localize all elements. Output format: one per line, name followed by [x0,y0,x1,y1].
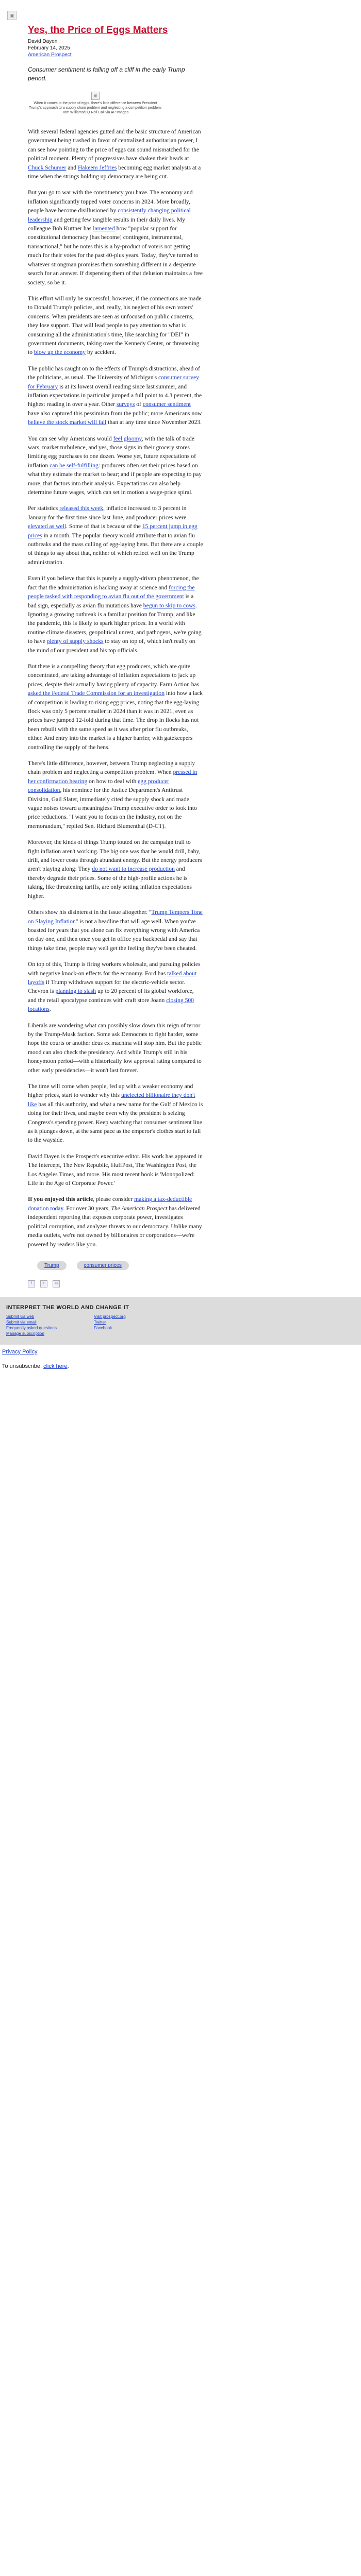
paragraph-text: But you go to war with the constituency you have. The economy and inflation significantly topped voter concerns in 2024. More broadly, people have become disillusioned by [28,189,193,214]
paragraph-text: on how to deal with [87,777,138,785]
bottom-links [0,1345,361,1370]
inline-link[interactable]: unelected billionaire they don't like [28,1092,195,1108]
paragraph-text: and [66,164,78,171]
paragraph-text: , inflation increased to 3 percent in January for the first time since last June, and producer prices were [28,505,187,521]
paragraph-text: . Ignoring a growing outbreak is a familiar position for Trump, and like the pandemic, this is likely to spark higher prices. In a world with routine climate disasters, geopolitical unrest, and pathogens, we're going to have [28,602,202,645]
email-share-icon[interactable]: ✉ [53,1280,60,1287]
paragraph-text: by accident. [86,349,116,356]
article-paragraph [28,1021,203,1075]
footer-link[interactable]: Facebook [94,1325,112,1330]
inline-link[interactable]: egg producer consolidation [28,777,169,794]
bold-text: If you enjoyed this article [28,1196,93,1203]
paragraph-text: if Trump withdraws support for the electric-vehicle sector. Chevron is [28,978,186,995]
article-paragraph [28,908,203,953]
inline-link[interactable]: planning to slash [55,988,96,995]
paragraph-text: into how a lack of competition is leading to rising egg prices, noting that the egg-laying flock was only 5 percent smaller in 2024 than it was in 2021, even as prices have jumped 12-fold during that time. The drop in flocks has not been rebuilt with the same speed as it was after prior flu outbreaks, either. And entry into the market is a higher barrier, with gatekeepers controlling the supply of the hens. [28,690,203,751]
paragraph-text: is a bad sign, especially as avian flu mutations have [28,593,194,609]
paragraph-text: " is not a headline that will age well. When you've boasted for years that you alone can fix everything wrong with America on day one, and then once you get in office you backpedal and say that things take time, people may well get the feeling they've been cheated. [28,918,200,952]
paragraph-text: There's little difference, however, between Trump neglecting a supply chain problem and neglecting a competition problem. When [28,760,195,776]
footer-link[interactable]: Submit via web [6,1314,35,1319]
article-paragraph [28,364,203,427]
inline-link[interactable]: forcing the people tasked with responding to avian flu out of the government [28,584,195,600]
paragraph-text: in a month. The popular theory would attribute that to avian flu outbreaks and the mass culling of egg-laying hens. But there are a couple of things to say about that, neither of which reflect well on the Trump administration. [28,532,203,566]
article-paragraph [28,960,203,1013]
share-icons [0,1276,361,1288]
footer-link[interactable]: Frequently asked questions [6,1325,57,1330]
footer-link[interactable]: Twitter [94,1319,106,1325]
italic-text: The American Prospect [111,1205,168,1212]
paragraph-text: But there is a compelling theory that egg producers, which are quite concentrated, are taking advantage of inflation expectations to jack up prices, despite their actually having plenty of capacity. Farm Action has [28,663,200,688]
footer [0,1297,361,1345]
paragraph-text: , please consider [93,1196,135,1203]
twitter-share-icon[interactable]: t [40,1280,47,1287]
paragraph-text: This effort will only be successful, however, if the connections are made to Donald Trump's policies, and, really, his neglect of his own voters' concerns. When presidents are seen as unfocused on public concerns, they lose support. That will lead people to pay attention to what is consuming all the administration's time, like searching for "DEI" in government documents, taking over the Kennedy Center, or threatening to [28,295,202,356]
publish-date: February 14, 2025 [28,45,70,51]
inline-link[interactable]: Trump Tempers Tone on Slaying Inflation [28,909,203,925]
footer-link[interactable]: Visit prospect.org [94,1314,126,1319]
article-header [0,22,361,83]
paragraph-text: of [135,401,143,408]
inline-link[interactable]: begun to skip to cows [143,602,195,609]
paragraph-text: have also captured this pessimism from the public; more Americans now [28,410,202,417]
paragraph-text: has all this authority, and what a new name for the Gulf of Mexico is doing for their lives, and maybe even why the president is seizing Congress's spending power. Keep watching that consumer sentiment line as it plunges down, at the same pace as the emperor's clothes start to fall to the wayside. [28,1100,203,1144]
inline-link[interactable]: surveys [116,401,135,408]
top-bar [0,0,361,7]
author-name: David Dayen [28,39,58,44]
article-paragraph [28,127,203,181]
paragraph-text: : producers often set their prices based on what they estimate the market to bear; and if people are expecting to pay more, that factors into their analysis. Expectations can also help determine future wages, which can set in motion a wage-price spiral. [28,462,202,496]
inline-link[interactable]: elevated as well [28,523,67,530]
article-title[interactable]: Yes, the Price of Eggs Matters [28,25,168,36]
inline-link[interactable]: feel gloomy [113,435,142,442]
paragraph-text: has delivered independent reporting that exposes corporate power, investigates political corruption, and analyzes threats to our democracy. Unlike many media outlets, we're not owned by billionaires or corporations—we're powered by readers like you. [28,1205,202,1248]
paragraph-text: how "popular support for constitutional democracy [has become] contingent, instrumental, transactional," but he notes this is a by-product of voters not getting much for their votes for the past 40-plus years. Today, they've turned to whatever strongman promises them something different in a desperate search for an answer. If dispensing them of that delusion maintains a free society, so be it. [28,225,203,286]
inline-link[interactable]: pressed in her confirmation hearing [28,769,198,785]
figure-caption: When it comes to the price of eggs, there's little difference between President Trump's approach to a supply chain problem and neglecting a competition problem. Tom Williams/CQ Roll Call via AP Images [29,101,162,114]
facebook-share-icon[interactable]: f [28,1280,35,1287]
tag-list [0,1256,361,1276]
inline-link[interactable]: plenty of supply shocks [46,638,104,645]
inline-link[interactable]: believe the stock market will fall [28,419,107,426]
paragraph-text: With several federal agencies gutted and the basic structure of American government being trashed in favor of centralized authoritarian power, I can see how pointing to the price of eggs can sound mismatched for the political moment. Plenty of progressives have shaken their heads at [28,128,201,162]
inline-link[interactable]: can be self-fulfilling [50,462,99,469]
inline-link[interactable]: Hakeem Jeffries [77,164,117,171]
inline-link[interactable]: consumer sentiment [142,401,191,408]
paragraph-text: becoming egg market analysts at a time when the strings holding up democracy are being cut. [28,164,201,180]
paragraph-text: You can see why Americans would [28,435,113,442]
article-paragraph [28,1082,203,1145]
paragraph-text: than at any time since November 2023. [106,419,202,426]
paragraph-text: Per statistics [28,505,60,512]
article-paragraph [28,838,203,901]
article-paragraph [28,662,203,752]
inline-link[interactable]: 15 percent jump in egg prices [28,523,198,539]
hero-figure [28,90,163,115]
paragraph-text: to stay on top of, which isn't really on the mind of our president and his top officials. [28,638,195,654]
article-paragraph [28,574,203,655]
article-dek: Consumer sentiment is falling off a cliff in the early Trump period. [28,66,185,82]
paragraph-text: Moreover, the kinds of things Trump touted on the campaign trail to fight inflation aren't working. The big one was that he would drill, baby, drill, and lower costs through abundant energy. But the energy producers aren't playing along: They [28,839,202,873]
inline-link[interactable]: lamented [93,225,115,232]
paragraph-text: The public has caught on to the effects of Trump's distractions, ahead of the politicians, as usual. The University of Michigan's [28,365,200,381]
inline-link[interactable]: do not want to increase production [92,866,175,873]
article-paragraph [28,294,203,357]
inline-link[interactable]: talked about layoffs [28,970,197,986]
footer-column-submit [6,1314,94,1336]
article-paragraph [28,1195,203,1248]
logo-image-icon[interactable]: ▣ [7,11,17,20]
paragraph-text: up to 20 percent of its global workforce, and the retail apocalypse continues with craft store Joann [28,988,194,1004]
footer-link[interactable]: Submit via email [6,1319,37,1325]
inline-link[interactable]: Chuck Schumer [28,164,67,171]
paragraph-text: and thereby degrade their prices. Some of the high-profile actions he is taking, like threatening tariffs, are only setting inflation expectations higher. [28,866,192,900]
inline-link[interactable]: blow up the economy [34,349,86,356]
inline-link[interactable]: released this week [59,505,104,512]
unsubscribe-period: . [67,1363,69,1369]
article-paragraph [28,759,203,831]
article-paragraph [28,504,203,567]
tag-pill[interactable]: consumer prices [77,1261,129,1270]
broken-image-icon: ▣ [91,92,100,100]
unsubscribe-text: To unsubscribe, [2,1363,44,1369]
paragraph-text: David Dayen is the Prospect's executive editor. His work has appeared in The Intercept, The New Republic, HuffPost, The Washington Post, the Los Angeles Times, and more. His most recent book is 'Monopolized: Life in the Age of Corporate Power.' [28,1153,203,1187]
publication-link[interactable]: American Prospect [28,52,72,58]
paragraph-text: Liberals are wondering what can possibly slow down this reign of terror by the Trump-Musk faction. Some ask Democrats to fight harder, some hope the courts or another deus ex machina will stop him. But the public mood can also check the presidency. And while Trump's still in his honeymoon period—with a historically low approval rating compared to other early presidencies—it won't last forever. [28,1022,202,1074]
paragraph-text: is at its lowest overall reading since last summer, and inflation expectations in particular jumped a full point to 4.3 percent, the highest reading in over a year. Other [28,383,202,408]
paragraph-text: Others show his disinterest in the issue altogether. " [28,909,152,916]
footer-link[interactable]: Manage subscription [6,1331,44,1336]
paragraph-text: , with the talk of trade wars, market turbulence, and yes, those signs in their grocery stores limiting egg purchases to one dozen. Worse yet, future expectations of inflation [28,435,196,469]
paragraph-text: Even if you believe that this is purely a supply-driven phenomenon, the fact that the administration is hacking away at science and [28,575,199,591]
privacy-policy-link[interactable]: Privacy Policy [2,1348,38,1355]
paragraph-text: The time will come when people, fed up with a weaker economy and higher prices, start to wonder why this [28,1083,193,1099]
inline-link[interactable]: consistently changing political leadership [28,207,191,223]
byline [28,38,361,58]
footer-column-social [94,1314,182,1336]
inline-link[interactable]: making a tax-deductible donation today [28,1196,192,1212]
paragraph-text: . For over 30 years, [63,1205,111,1212]
article-paragraph [28,1152,203,1188]
footer-heading: INTERPRET THE WORLD AND CHANGE IT [6,1304,129,1311]
unsubscribe-link[interactable]: click here [43,1363,68,1369]
tag-pill[interactable]: Trump [37,1261,67,1270]
article-paragraph [28,434,203,497]
paragraph-text: . Some of that is because of the [66,523,142,530]
article-body [0,115,203,1249]
paragraph-text: and getting few tangible results in their daily lives. My colleague Bob Kuttner has [28,216,185,232]
paragraph-text: On top of this, Trump is firing workers wholesale, and pursuing policies with negative knock-on effects for the economy. Ford has [28,961,201,977]
logo-row [0,7,361,22]
paragraph-text: , his nominee for the Justice Department's Antitrust Division, Gail Slater, immediately cited the supply shock and made vague noises toward a meaningless Trump executive order to look into price reductions. "I want you to focus on the industry, not on the memorandum," replied Sen. Richard Blumenthal (D-CT). [28,787,197,829]
article-paragraph [28,188,203,286]
inline-link[interactable]: closing 500 locations [28,996,194,1013]
paragraph-text: . [49,1006,51,1013]
inline-link[interactable]: asked the Federal Trade Commission for an investigation [28,690,165,697]
inline-link[interactable]: consumer survey for February [28,374,199,390]
